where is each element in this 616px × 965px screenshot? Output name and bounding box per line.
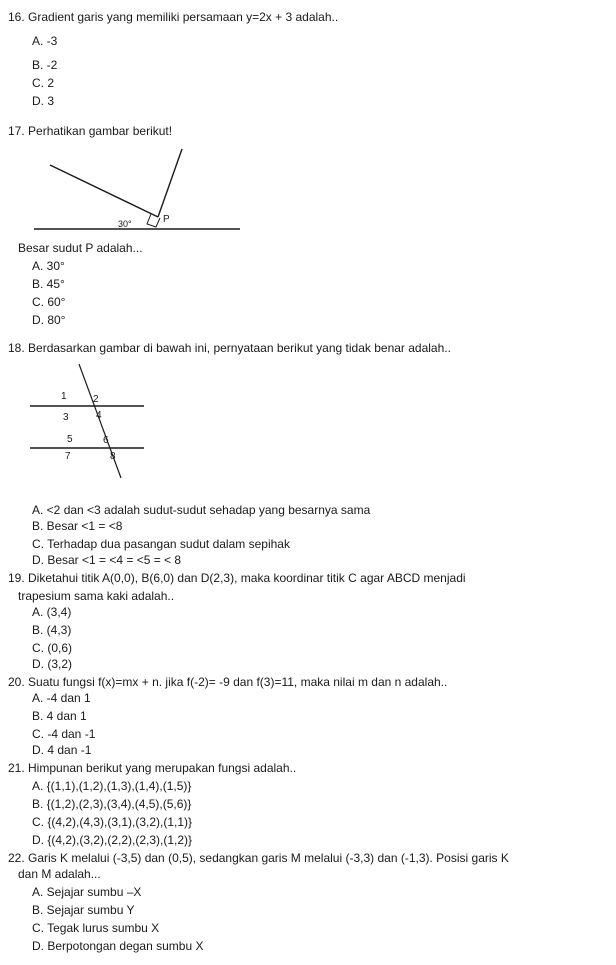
slanted-line-left <box>50 165 158 217</box>
angle-label-7: 7 <box>65 451 71 462</box>
q17-option-d: D. 80° <box>32 313 66 327</box>
q22-option-c: C. Tegak lurus sumbu X <box>32 921 160 935</box>
q21-option-c: C. {(4,2),(4,3),(3,1),(3,2),(1,1)} <box>32 815 193 829</box>
q18-parallel-lines-figure <box>28 362 148 482</box>
angle-label-8: 8 <box>110 451 116 462</box>
q18-option-b: B. Besar <1 = <8 <box>32 519 123 533</box>
angle-label-3: 3 <box>63 412 69 423</box>
q19-option-c: C. (0,6) <box>32 641 73 655</box>
q20-option-a: A. -4 dan 1 <box>32 691 91 705</box>
angle-label-30: 30° <box>118 219 132 229</box>
angle-label-4: 4 <box>96 410 102 421</box>
angle-label-6: 6 <box>103 435 109 446</box>
q16-option-d: D. 3 <box>32 94 55 108</box>
q17-angle-figure <box>30 145 245 235</box>
q16-option-c: C. 2 <box>32 76 55 90</box>
q22-option-d: D. Berpotongan degan sumbu X <box>32 939 204 953</box>
q22-option-b: B. Sejajar sumbu Y <box>32 903 135 917</box>
q16-option-a: A. -3 <box>32 34 58 48</box>
q22-option-a: A. Sejajar sumbu –X <box>32 885 142 899</box>
q18-option-c: C. Terhadap dua pasangan sudut dalam sepihak <box>32 537 290 551</box>
q22-stem-line1: 22. Garis K melalui (-3,5) dan (0,5), sedangkan garis M melalui (-3,3) dan (-1,3). Posisi garis K <box>8 851 509 865</box>
q17-option-c: C. 60° <box>32 295 66 309</box>
q16-stem: 16. Gradient garis yang memiliki persamaan y=2x + 3 adalah.. <box>8 10 339 24</box>
q21-stem: 21. Himpunan berikut yang merupakan fungsi adalah.. <box>8 761 297 775</box>
q20-option-d: D. 4 dan -1 <box>32 743 92 757</box>
angle-label-2: 2 <box>93 394 99 405</box>
q18-stem: 18. Berdasarkan gambar di bawah ini, pernyataan berikut yang tidak benar adalah.. <box>8 341 451 355</box>
q17-option-a: A. 30° <box>32 259 65 273</box>
q19-option-b: B. (4,3) <box>32 623 72 637</box>
q21-option-a: A. {(1,1),(1,2),(1,3),(1,4),(1,5)} <box>32 779 192 793</box>
q17-option-b: B. 45° <box>32 277 65 291</box>
q17-prompt: Besar sudut P adalah... <box>18 241 143 255</box>
q19-stem-line1: 19. Diketahui titik A(0,0), B(6,0) dan D(2,3), maka koordinar titik C agar ABCD menjadi <box>8 571 466 585</box>
angle-label-5: 5 <box>67 434 73 445</box>
q20-stem: 20. Suatu fungsi f(x)=mx + n. jika f(-2)= -9 dan f(3)=11, maka nilai m dan n adalah.. <box>8 675 448 689</box>
q17-stem: 17. Perhatikan gambar berikut! <box>8 124 173 138</box>
q19-stem-line2: trapesium sama kaki adalah.. <box>18 589 175 603</box>
q19-option-d: D. (3,2) <box>32 657 73 671</box>
angle-label-p: P <box>163 214 170 225</box>
q20-option-c: C. -4 dan -1 <box>32 727 96 741</box>
q16-option-b: B. -2 <box>32 58 58 72</box>
q21-option-d: D. {(4,2),(3,2),(2,2),(2,3),(1,2)} <box>32 833 193 847</box>
angle-label-1: 1 <box>61 391 67 402</box>
slanted-line-right <box>158 149 182 217</box>
q20-option-b: B. 4 dan 1 <box>32 709 87 723</box>
q22-stem-line2: dan M adalah... <box>18 867 101 881</box>
q18-option-a: A. <2 dan <3 adalah sudut-sudut sehadap yang besarnya sama <box>32 503 371 517</box>
q19-option-a: A. (3,4) <box>32 605 72 619</box>
q18-option-d: D. Besar <1 = <4 = <5 = < 8 <box>32 553 182 567</box>
q21-option-b: B. {(1,2),(2,3),(3,4),(4,5),(5,6)} <box>32 797 192 811</box>
